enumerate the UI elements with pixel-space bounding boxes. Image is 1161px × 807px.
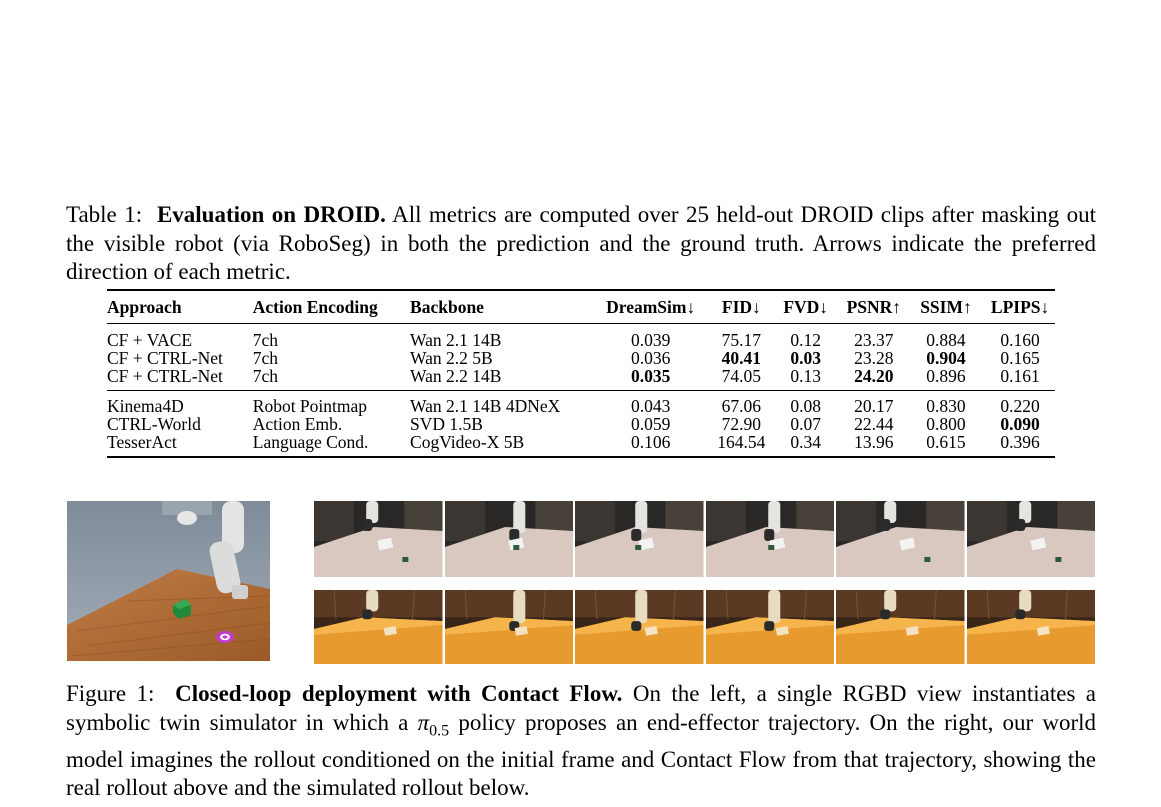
table-group-baselines xyxy=(107,391,1055,458)
figure-caption-text-2: policy proposes an end-effector trajectory. On the right, our world model imagines the rollout conditioned on the initial frame and Contact Flow from that trajectory, showing the real rollout above and the simulated rollout below. xyxy=(66,709,1097,801)
simulated-rollout-frame xyxy=(314,590,443,664)
figure-caption-text-1: On the left, a single RGBD view instantiates a symbolic twin simulator in which a xyxy=(66,681,1097,735)
policy-symbol-subscript: 0.5 xyxy=(429,722,450,740)
table-cell: 0.615 xyxy=(926,432,966,452)
table-row xyxy=(107,349,1055,367)
column-header: FVD↓ xyxy=(783,297,829,317)
table-cell: 0.220 xyxy=(1000,396,1040,416)
table-cell: 0.896 xyxy=(926,366,966,386)
table-cell: 0.830 xyxy=(926,396,966,416)
table-cell: 67.06 xyxy=(721,396,761,416)
table-cell: 13.96 xyxy=(854,432,894,452)
real-rollout-frame xyxy=(836,501,965,577)
table-cell: CogVideo-X 5B xyxy=(410,432,525,452)
table-cell: 0.800 xyxy=(926,414,966,434)
table-cell: 0.106 xyxy=(631,432,671,452)
simulated-rollout-frame xyxy=(836,590,965,664)
table-cell: Kinema4D xyxy=(107,396,184,416)
table-cell: Wan 2.1 14B xyxy=(410,330,502,350)
real-rollout-frame xyxy=(967,501,1096,577)
table-cell: 0.043 xyxy=(631,396,671,416)
column-header: DreamSim↓ xyxy=(606,297,696,317)
table-cell: Robot Pointmap xyxy=(252,396,368,416)
table-cell: 0.03 xyxy=(790,348,821,368)
table-header-row xyxy=(107,290,1055,324)
table-cell: CF + VACE xyxy=(107,330,193,350)
simulated-rollout-frame xyxy=(967,590,1096,664)
table-cell: 0.160 xyxy=(1000,330,1040,350)
table-cell: 0.036 xyxy=(631,348,671,368)
table-cell: 164.54 xyxy=(717,432,766,452)
table-cell: 0.059 xyxy=(631,414,671,434)
table-caption-text: All metrics are computed over 25 held-out DROID clips after masking out the visible robot (via RoboSeg) in both the prediction and the ground truth. Arrows indicate the preferred direction of each metric. xyxy=(66,202,1096,284)
column-header: SSIM↑ xyxy=(920,297,972,317)
simulator-view-image xyxy=(67,501,270,661)
table-cell: 40.41 xyxy=(721,348,761,368)
table-row xyxy=(107,367,1055,391)
table-cell: 74.05 xyxy=(721,366,761,386)
table-cell: Action Emb. xyxy=(252,414,343,434)
table-cell: 0.08 xyxy=(790,396,821,416)
table-cell: 0.07 xyxy=(790,414,821,434)
table-cell: 0.34 xyxy=(790,432,821,452)
simulated-rollout-strip xyxy=(314,590,1095,664)
table-cell: Language Cond. xyxy=(252,432,369,452)
table-cell: 0.12 xyxy=(790,330,821,350)
real-rollout-frame xyxy=(445,501,574,577)
column-header: Backbone xyxy=(410,297,484,317)
simulated-rollout-frame xyxy=(706,590,835,664)
results-table xyxy=(107,289,1055,458)
table-group-ours xyxy=(107,324,1055,391)
column-header: PSNR↑ xyxy=(846,297,902,317)
figure-caption xyxy=(66,680,1096,803)
table-row xyxy=(107,415,1055,433)
table-cell: 0.884 xyxy=(926,330,966,350)
table-cell: 23.28 xyxy=(854,348,894,368)
table-cell: CTRL-World xyxy=(107,414,201,434)
table-cell: 0.039 xyxy=(631,330,671,350)
table-cell: 7ch xyxy=(252,348,279,368)
table-cell: 0.13 xyxy=(790,366,821,386)
real-rollout-strip xyxy=(314,501,1095,577)
table-row xyxy=(107,324,1055,350)
table-cell: 23.37 xyxy=(854,330,894,350)
table-label: Table 1: xyxy=(66,202,143,227)
column-header: Action Encoding xyxy=(252,297,378,317)
table-caption xyxy=(66,201,1096,287)
table-cell: 24.20 xyxy=(854,366,894,386)
table-cell: TesserAct xyxy=(107,432,177,452)
column-header: LPIPS↓ xyxy=(990,297,1050,317)
table-cell: 0.161 xyxy=(1000,366,1040,386)
table-cell: 7ch xyxy=(252,330,279,350)
simulated-rollout-frame xyxy=(445,590,574,664)
table-row xyxy=(107,433,1055,457)
table-cell: 22.44 xyxy=(854,414,894,434)
table-cell: 0.904 xyxy=(926,348,966,368)
simulated-rollout-frame xyxy=(575,590,704,664)
policy-symbol xyxy=(417,709,450,740)
table-row xyxy=(107,391,1055,416)
policy-symbol-pi: π xyxy=(417,709,430,735)
real-rollout-frame xyxy=(314,501,443,577)
table-cell: 75.17 xyxy=(721,330,761,350)
real-rollout-frame xyxy=(706,501,835,577)
real-rollout-frame xyxy=(575,501,704,577)
table-cell: CF + CTRL-Net xyxy=(107,366,223,386)
table-cell: 7ch xyxy=(252,366,279,386)
table-title: Evaluation on DROID. xyxy=(156,202,386,227)
table-cell: 20.17 xyxy=(854,396,894,416)
table-cell: 0.396 xyxy=(1000,432,1040,452)
table-cell: 0.090 xyxy=(1000,414,1040,434)
table-cell: 72.90 xyxy=(721,414,761,434)
figure-label: Figure 1: xyxy=(66,681,155,706)
table-cell: Wan 2.2 14B xyxy=(410,366,502,386)
table-cell: CF + CTRL-Net xyxy=(107,348,223,368)
column-header: FID↓ xyxy=(721,297,761,317)
table-cell: SVD 1.5B xyxy=(410,414,483,434)
table-cell: 0.035 xyxy=(631,366,671,386)
figure-title: Closed-loop deployment with Contact Flow. xyxy=(175,681,623,706)
table-cell: 0.165 xyxy=(1000,348,1040,368)
column-header: Approach xyxy=(107,297,182,317)
table-cell: Wan 2.2 5B xyxy=(410,348,493,368)
table-cell: Wan 2.1 14B 4DNeX xyxy=(410,396,561,416)
